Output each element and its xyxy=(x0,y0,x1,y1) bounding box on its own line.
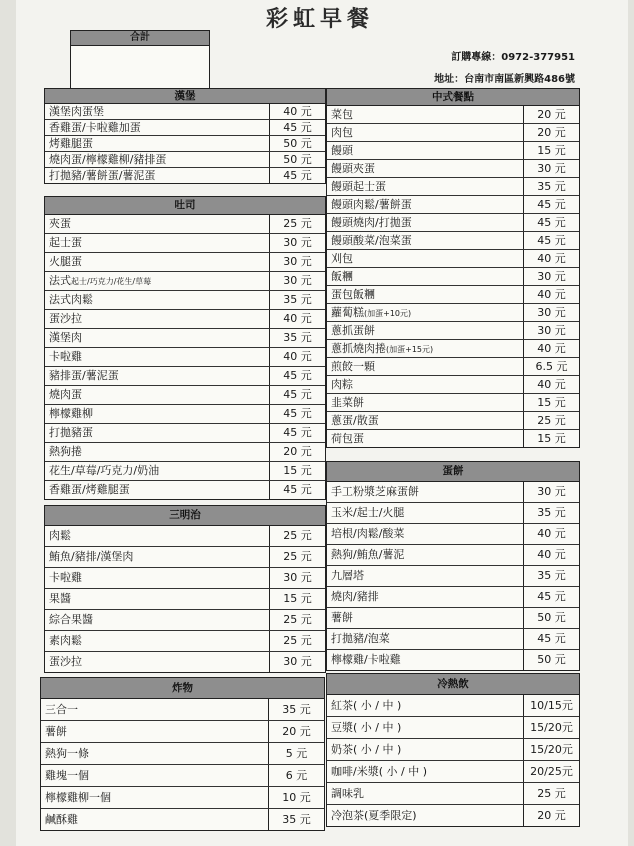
item-name xyxy=(327,566,524,586)
menu-item-row xyxy=(327,142,579,160)
section-sandwich xyxy=(44,505,326,673)
item-name xyxy=(45,481,270,499)
menu-item-row xyxy=(45,120,325,136)
item-name xyxy=(41,743,269,764)
item-name xyxy=(41,809,269,830)
section-hamburger xyxy=(44,88,326,184)
item-name xyxy=(45,120,270,135)
item-price: 45 元 xyxy=(537,234,566,247)
item-price: 20 元 xyxy=(282,725,311,738)
item-name-text: 饅頭夾蛋 xyxy=(331,162,375,175)
item-name xyxy=(327,106,524,123)
menu-item-row xyxy=(327,805,579,826)
section-chinese xyxy=(326,88,580,448)
menu-item-row xyxy=(45,272,325,291)
menu-item-row xyxy=(45,291,325,310)
item-name-text: 鮪魚/豬排/漢堡肉 xyxy=(49,550,134,563)
item-price: 20 元 xyxy=(537,126,566,139)
item-name-text: 法式肉鬆 xyxy=(49,293,93,306)
item-price: 5 元 xyxy=(285,747,308,760)
item-price: 45 元 xyxy=(537,216,566,229)
item-name xyxy=(327,629,524,649)
item-name xyxy=(45,291,270,309)
item-name-text: 奶茶( 小 / 中 ) xyxy=(331,743,402,756)
item-name xyxy=(45,526,270,546)
section-title: 蛋餅 xyxy=(327,462,579,482)
item-name-text: 薯餅 xyxy=(331,611,353,624)
menu-item-row xyxy=(327,566,579,587)
menu-item-row xyxy=(327,232,579,250)
item-price: 30 元 xyxy=(537,162,566,175)
menu-item-row xyxy=(45,568,325,589)
total-label: 合計 xyxy=(71,31,209,46)
store-address: 地址：台南市南區新興路486號 xyxy=(434,74,575,85)
menu-item-row xyxy=(45,152,325,168)
item-price: 35 元 xyxy=(282,813,311,826)
item-name xyxy=(45,329,270,347)
item-price: 50 元 xyxy=(283,153,312,166)
menu-item-row xyxy=(45,526,325,547)
item-name-text: 蔥抓燒肉捲 xyxy=(331,342,386,355)
total-box xyxy=(70,30,210,90)
item-name-text: 雞塊一個 xyxy=(45,769,89,782)
item-price: 35 元 xyxy=(282,703,311,716)
section-title: 中式餐點 xyxy=(327,89,579,106)
item-price: 30 元 xyxy=(283,655,312,668)
item-name-text: 肉鬆 xyxy=(49,529,71,542)
menu-item-row xyxy=(45,168,325,183)
item-price: 30 元 xyxy=(283,236,312,249)
item-price: 10/15元 xyxy=(530,699,573,712)
item-name xyxy=(327,695,524,716)
item-name-text: 蛋沙拉 xyxy=(49,312,82,325)
item-note: 起士/巧克力/花生/草莓 xyxy=(71,277,152,286)
item-name xyxy=(327,286,524,303)
item-name-text: 饅頭酸菜/泡菜蛋 xyxy=(331,234,412,247)
menu-item-row xyxy=(327,376,579,394)
item-price: 50 元 xyxy=(537,653,566,666)
item-price: 6.5 元 xyxy=(535,360,568,373)
item-price: 6 元 xyxy=(285,769,308,782)
item-price: 35 元 xyxy=(537,506,566,519)
item-price: 15 元 xyxy=(283,464,312,477)
item-price: 40 元 xyxy=(537,378,566,391)
menu-item-row xyxy=(45,424,325,443)
item-name-text: 綜合果醬 xyxy=(49,613,93,626)
menu-item-row xyxy=(327,739,579,761)
menu-item-row xyxy=(45,405,325,424)
menu-item-row xyxy=(327,106,579,124)
item-name-text: 薯餅 xyxy=(45,725,67,738)
item-price: 25 元 xyxy=(283,613,312,626)
item-name-text: 豆漿( 小 / 中 ) xyxy=(331,721,402,734)
item-price: 30 元 xyxy=(537,306,566,319)
item-price: 45 元 xyxy=(283,483,312,496)
item-name-text: 饅頭肉鬆/薯餅蛋 xyxy=(331,198,412,211)
item-price: 45 元 xyxy=(537,590,566,603)
menu-item-row xyxy=(327,358,579,376)
section-fried xyxy=(40,677,325,831)
item-name xyxy=(327,739,524,760)
menu-item-row xyxy=(41,743,324,765)
item-price: 40 元 xyxy=(283,105,312,118)
item-name-text: 檸檬雞/卡啦雞 xyxy=(331,653,401,666)
item-price: 35 元 xyxy=(537,180,566,193)
item-price: 15 元 xyxy=(537,432,566,445)
item-name xyxy=(327,214,524,231)
menu-item-row xyxy=(327,304,579,322)
item-name-text: 卡啦雞 xyxy=(49,350,82,363)
item-price: 45 元 xyxy=(283,426,312,439)
item-name xyxy=(327,268,524,285)
item-name xyxy=(327,178,524,195)
item-name-text: 饅頭起士蛋 xyxy=(331,180,386,193)
item-name-text: 手工粉漿芝麻蛋餅 xyxy=(331,485,419,498)
item-name xyxy=(41,699,269,720)
item-price: 30 元 xyxy=(283,571,312,584)
item-price: 20 元 xyxy=(283,445,312,458)
item-name-text: 咖啡/米漿( 小 / 中 ) xyxy=(331,765,427,778)
menu-item-row xyxy=(327,650,579,670)
item-name-text: 調味乳 xyxy=(331,787,364,800)
menu-item-row xyxy=(41,765,324,787)
item-name xyxy=(327,160,524,177)
item-name-text: 九層塔 xyxy=(331,569,364,582)
item-name xyxy=(45,589,270,609)
section-egg-pancake xyxy=(326,461,580,671)
item-price: 30 元 xyxy=(537,324,566,337)
menu-item-row xyxy=(41,721,324,743)
item-name xyxy=(327,394,524,411)
item-name-text: 打拋豬/泡菜 xyxy=(331,632,390,645)
item-name xyxy=(45,348,270,366)
item-name xyxy=(327,587,524,607)
item-name-text: 饅頭燒肉/打拋蛋 xyxy=(331,216,412,229)
menu-item-row xyxy=(327,608,579,629)
item-name-text: 果醬 xyxy=(49,592,71,605)
item-price: 30 元 xyxy=(537,485,566,498)
item-price: 45 元 xyxy=(537,632,566,645)
section-title: 三明治 xyxy=(45,506,325,526)
item-price: 30 元 xyxy=(283,274,312,287)
item-name xyxy=(327,503,524,523)
item-name xyxy=(327,304,524,321)
item-name-text: 煎餃一顆 xyxy=(331,360,375,373)
item-price: 45 元 xyxy=(283,407,312,420)
item-price: 45 元 xyxy=(283,369,312,382)
item-name-text: 打拋豬蛋 xyxy=(49,426,93,439)
item-name-text: 豬排蛋/薯泥蛋 xyxy=(49,369,119,382)
menu-item-row xyxy=(45,136,325,152)
item-name-text: 菜包 xyxy=(331,108,353,121)
menu-item-row xyxy=(41,699,324,721)
menu-item-row xyxy=(327,160,579,178)
menu-item-row xyxy=(327,250,579,268)
item-name xyxy=(327,250,524,267)
item-name xyxy=(327,608,524,628)
section-toast xyxy=(44,196,326,500)
item-price: 40 元 xyxy=(537,252,566,265)
menu-item-row xyxy=(45,215,325,234)
item-name xyxy=(45,253,270,271)
item-name-text: 法式 xyxy=(49,274,71,287)
menu-item-row xyxy=(327,587,579,608)
item-name-text: 燒肉蛋 xyxy=(49,388,82,401)
item-name-text: 夾蛋 xyxy=(49,217,71,230)
item-name-text: 火腿蛋 xyxy=(49,255,82,268)
menu-item-row xyxy=(327,178,579,196)
item-name xyxy=(327,545,524,565)
item-name-text: 蔥抓蛋餅 xyxy=(331,324,375,337)
menu-item-row xyxy=(327,340,579,358)
item-name-text: 熱狗捲 xyxy=(49,445,82,458)
item-name-text: 饅頭 xyxy=(331,144,353,157)
item-name xyxy=(327,232,524,249)
menu-item-row xyxy=(327,629,579,650)
item-name-text: 打拋豬/薯餅蛋/薯泥蛋 xyxy=(49,169,156,182)
item-name xyxy=(327,783,524,804)
item-price: 15 元 xyxy=(537,396,566,409)
item-name xyxy=(327,717,524,738)
item-price: 40 元 xyxy=(537,288,566,301)
item-price: 25 元 xyxy=(283,217,312,230)
menu-item-row xyxy=(45,104,325,120)
item-name xyxy=(327,340,524,357)
menu-item-row xyxy=(327,214,579,232)
item-name-text: 檸檬雞柳一個 xyxy=(45,791,111,804)
item-name-text: 蛋沙拉 xyxy=(49,655,82,668)
menu-item-row xyxy=(327,268,579,286)
item-price: 40 元 xyxy=(537,342,566,355)
menu-item-row xyxy=(327,124,579,142)
item-name xyxy=(45,234,270,252)
item-name xyxy=(327,322,524,339)
item-name-text: 飯糰 xyxy=(331,270,353,283)
section-drinks xyxy=(326,673,580,827)
item-name-text: 熱狗一條 xyxy=(45,747,89,760)
item-name xyxy=(45,104,270,119)
menu-item-row xyxy=(45,462,325,481)
item-name-text: 培根/肉鬆/酸菜 xyxy=(331,527,405,540)
item-price: 40 元 xyxy=(283,350,312,363)
item-name-text: 花生/草莓/巧克力/奶油 xyxy=(49,464,160,477)
menu-item-row xyxy=(327,524,579,545)
item-price: 30 元 xyxy=(283,255,312,268)
item-name xyxy=(45,272,270,290)
item-name-text: 卡啦雞 xyxy=(49,571,82,584)
item-name xyxy=(41,787,269,808)
menu-item-row xyxy=(327,412,579,430)
item-name-text: 熱狗/鮪魚/薯泥 xyxy=(331,548,405,561)
item-price: 30 元 xyxy=(537,270,566,283)
item-name xyxy=(45,568,270,588)
item-price: 15 元 xyxy=(537,144,566,157)
item-name-text: 冷泡茶(夏季限定) xyxy=(331,809,417,822)
item-price: 35 元 xyxy=(283,331,312,344)
item-price: 45 元 xyxy=(283,388,312,401)
menu-item-row xyxy=(45,481,325,499)
menu-item-row xyxy=(45,386,325,405)
item-name xyxy=(45,443,270,461)
item-price: 35 元 xyxy=(537,569,566,582)
item-name-text: 肉包 xyxy=(331,126,353,139)
item-name xyxy=(327,124,524,141)
item-price: 20/25元 xyxy=(530,765,573,778)
item-name xyxy=(327,358,524,375)
menu-item-row xyxy=(327,322,579,340)
menu-item-row xyxy=(327,761,579,783)
item-price: 15/20元 xyxy=(530,721,573,734)
item-name-text: 蘿蔔糕 xyxy=(331,306,364,319)
item-name-text: 燒肉/豬排 xyxy=(331,590,379,603)
item-name-text: 漢堡肉蛋堡 xyxy=(49,105,104,118)
item-price: 10 元 xyxy=(282,791,311,804)
item-name-text: 肉粽 xyxy=(331,378,353,391)
menu-item-row xyxy=(41,809,324,830)
item-price: 25 元 xyxy=(537,787,566,800)
item-name-text: 荷包蛋 xyxy=(331,432,364,445)
item-name-text: 香雞蛋/烤雞腿蛋 xyxy=(49,483,130,496)
item-name xyxy=(45,310,270,328)
item-price: 20 元 xyxy=(537,809,566,822)
item-name xyxy=(45,405,270,423)
item-note: (加蛋+10元) xyxy=(364,309,412,318)
item-price: 45 元 xyxy=(283,169,312,182)
item-name xyxy=(45,652,270,672)
item-name xyxy=(327,805,524,826)
item-price: 45 元 xyxy=(537,198,566,211)
item-name-text: 漢堡肉 xyxy=(49,331,82,344)
menu-item-row xyxy=(45,652,325,672)
item-name-text: 燒肉蛋/檸檬雞柳/豬排蛋 xyxy=(49,153,167,166)
item-price: 40 元 xyxy=(283,312,312,325)
item-name xyxy=(45,424,270,442)
item-note: (加蛋+15元) xyxy=(386,345,434,354)
item-name xyxy=(327,524,524,544)
item-name xyxy=(327,650,524,670)
item-name xyxy=(45,610,270,630)
item-price: 45 元 xyxy=(283,121,312,134)
menu-item-row xyxy=(45,310,325,329)
item-name xyxy=(327,376,524,393)
item-price: 25 元 xyxy=(283,634,312,647)
menu-item-row xyxy=(45,631,325,652)
item-price: 40 元 xyxy=(537,527,566,540)
item-name xyxy=(45,152,270,167)
item-name xyxy=(41,765,269,786)
item-name-text: 檸檬雞柳 xyxy=(49,407,93,420)
menu-item-row xyxy=(327,196,579,214)
menu-item-row xyxy=(45,329,325,348)
item-price: 40 元 xyxy=(537,548,566,561)
item-name-text: 香雞蛋/卡啦雞加蛋 xyxy=(49,121,141,134)
item-price: 25 元 xyxy=(537,414,566,427)
item-name xyxy=(327,142,524,159)
menu-item-row xyxy=(45,253,325,272)
item-price: 50 元 xyxy=(537,611,566,624)
menu-item-row xyxy=(327,717,579,739)
item-name xyxy=(45,547,270,567)
item-name xyxy=(45,462,270,480)
menu-item-row xyxy=(41,787,324,809)
order-phone: 訂購專線：0972-377951 xyxy=(451,52,575,63)
section-title: 漢堡 xyxy=(45,89,325,104)
item-name xyxy=(45,367,270,385)
item-price: 15 元 xyxy=(283,592,312,605)
section-title: 炸物 xyxy=(41,678,324,699)
menu-item-row xyxy=(45,443,325,462)
menu-item-row xyxy=(45,589,325,610)
item-name xyxy=(327,412,524,429)
menu-item-row xyxy=(45,348,325,367)
item-name xyxy=(327,761,524,782)
menu-item-row xyxy=(327,482,579,503)
menu-item-row xyxy=(327,503,579,524)
item-name-text: 起士蛋 xyxy=(49,236,82,249)
item-price: 20 元 xyxy=(537,108,566,121)
menu-item-row xyxy=(45,367,325,386)
item-name xyxy=(45,136,270,151)
item-name-text: 韭菜餅 xyxy=(331,396,364,409)
item-name xyxy=(45,215,270,233)
menu-item-row xyxy=(327,430,579,447)
item-name-text: 蛋包飯糰 xyxy=(331,288,375,301)
item-name-text: 三合一 xyxy=(45,703,78,716)
item-name xyxy=(327,430,524,447)
item-name-text: 素肉鬆 xyxy=(49,634,82,647)
menu-item-row xyxy=(327,394,579,412)
item-name-text: 刈包 xyxy=(331,252,353,265)
item-name-text: 蔥蛋/散蛋 xyxy=(331,414,379,427)
item-price: 25 元 xyxy=(283,550,312,563)
item-name xyxy=(45,168,270,183)
menu-item-row xyxy=(45,234,325,253)
section-title: 吐司 xyxy=(45,197,325,215)
item-price: 50 元 xyxy=(283,137,312,150)
item-name-text: 玉米/起士/火腿 xyxy=(331,506,405,519)
item-price: 15/20元 xyxy=(530,743,573,756)
menu-item-row xyxy=(327,286,579,304)
item-price: 35 元 xyxy=(283,293,312,306)
item-name xyxy=(45,631,270,651)
item-name-text: 紅茶( 小 / 中 ) xyxy=(331,699,402,712)
item-price: 25 元 xyxy=(283,529,312,542)
item-name xyxy=(327,482,524,502)
menu-item-row xyxy=(327,695,579,717)
menu-title: 彩虹早餐 xyxy=(265,6,374,32)
item-name-text: 烤雞腿蛋 xyxy=(49,137,93,150)
menu-item-row xyxy=(327,783,579,805)
item-name xyxy=(45,386,270,404)
menu-item-row xyxy=(327,545,579,566)
item-name xyxy=(327,196,524,213)
item-name xyxy=(41,721,269,742)
menu-item-row xyxy=(45,547,325,568)
item-name-text: 鹹酥雞 xyxy=(45,813,78,826)
menu-item-row xyxy=(45,610,325,631)
section-title: 冷熱飲 xyxy=(327,674,579,695)
